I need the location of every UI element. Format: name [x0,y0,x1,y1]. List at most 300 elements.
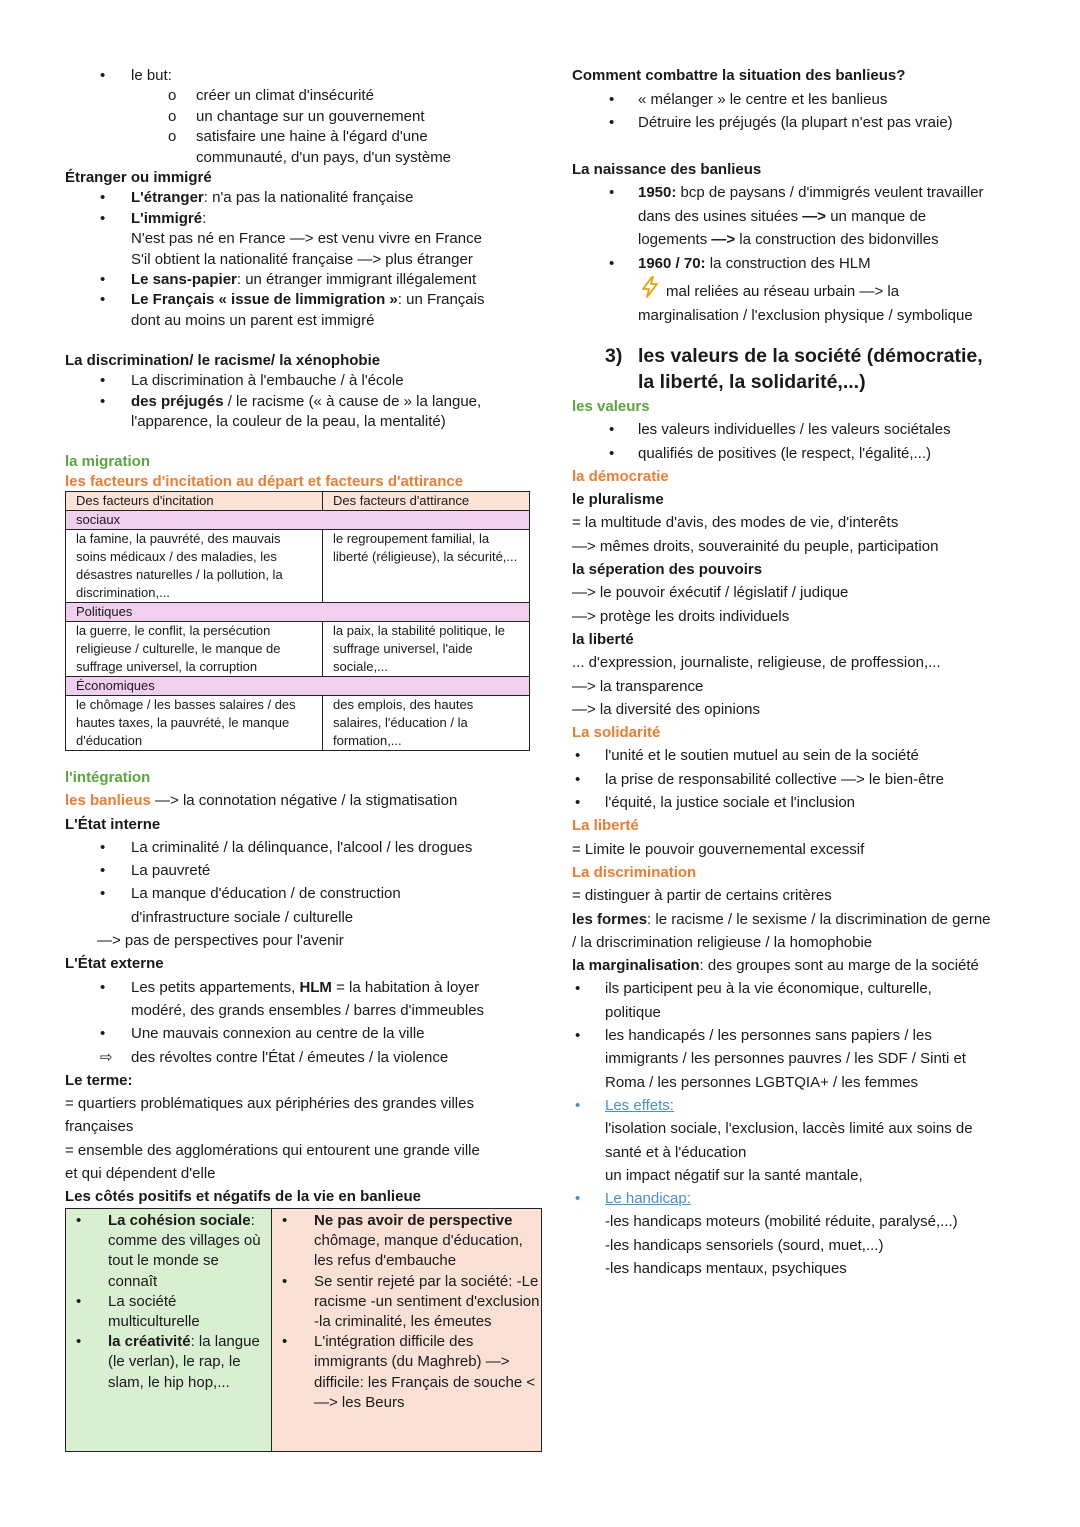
line-text [65,189,413,206]
text: : des groupes sont au marge de la société [699,957,979,975]
line-text [572,255,871,272]
text-line [65,1139,545,1162]
negative-column [272,1209,542,1452]
text: dans des usines situées [638,207,803,225]
line-text [572,631,634,648]
text: = la multitude d'avis, des modes de vie, d'interêts [572,514,899,532]
text: les formes [572,910,648,928]
line-text [65,816,160,833]
left-bottom-section [65,766,545,1209]
line-text [572,980,932,997]
line-text [572,1260,847,1277]
text-line [572,884,1042,907]
line-text [65,1095,474,1112]
line-text [572,91,887,108]
line-text [572,841,864,858]
migration-header [65,452,535,491]
bullet-icon: • [575,980,581,998]
text: immigrants / les personnes pauvres / les SDF / Sinti et [605,1050,966,1068]
text: La manque d'éducation / de construction [131,885,401,903]
list-item [272,1332,541,1413]
text: L'État interne [65,815,161,833]
line-text [572,934,872,951]
text: l'unité et le soutien mutuel au sein de la société [605,747,919,765]
text-line [65,168,540,188]
text: S'il obtient la nationalité française —> plus étranger [131,250,473,268]
bullet-icon: • [100,1025,106,1043]
line-text [572,514,898,531]
bullet-icon: • [575,770,581,788]
bullet-icon: • [609,254,615,272]
text-line [572,304,1042,328]
link[interactable]: Le handicap: [605,1190,691,1208]
text-line [572,88,1042,112]
bullet-icon: • [76,1212,82,1229]
text: La liberté [572,817,639,835]
line-text [572,957,979,974]
line-text [65,413,446,430]
text: mal reliées au réseau urbain —> la [666,282,900,300]
text: ils participent peu à la vie économique, culturelle, [605,980,932,998]
line-text [65,862,210,879]
line-text [65,87,374,104]
text-line [65,148,540,168]
text: des révoltes contre l'État / émeutes / la violence [131,1048,449,1066]
text: : un étranger immigrant illégalement [236,270,477,288]
text-line [572,1001,1042,1024]
item-text: L'intégration difficile des immigrants (du Maghreb) —> difficile: les Français de souche <—> les Beurs [314,1333,536,1411]
text-line [65,952,545,975]
text-line [572,275,1042,304]
header-pull: Des facteurs d'attirance [323,492,530,511]
line-text [65,169,212,186]
line-text [572,1144,746,1161]
text-line [65,1022,545,1045]
text-line [572,1164,1042,1187]
bullet-icon: • [609,114,615,131]
text-line [572,698,1042,721]
text-line [572,581,1042,604]
text-line [65,999,545,1022]
item-bold: La cohésion sociale [108,1212,251,1229]
text: la démocratie [572,467,669,485]
text: la liberté [572,630,634,648]
line-text [65,210,206,227]
text: Les côtés positifs et négatifs de la vie en banlieue [65,1188,421,1206]
text-line [572,511,1042,534]
text: politique [605,1003,661,1021]
bullet-icon: • [282,1272,288,1290]
line-text [65,312,374,329]
text-line [572,465,1042,488]
text: = ensemble des agglomérations qui entourent une grande ville [65,1141,480,1159]
bullet-icon: • [575,794,581,812]
text-line [572,814,1042,837]
text-line [572,158,1042,182]
line-text [572,231,939,248]
line-text [572,307,973,324]
text-line [65,86,540,106]
text-line [572,252,1042,276]
bullet-icon: • [100,209,106,227]
circle-bullet-icon: o [168,87,177,105]
text: le pluralisme [572,491,664,509]
text-line [572,861,1042,884]
table-header-row [66,492,530,511]
bullet-icon: • [100,392,106,410]
text: -les handicaps mentaux, psychiques [605,1259,847,1277]
text-line [65,1162,545,1185]
text: -les handicaps moteurs (mobilité réduite, paralysé,...) [605,1213,958,1231]
text: un chantage sur un gouvernement [196,107,425,125]
text-line [572,418,1042,441]
text: les valeurs [572,398,650,415]
text-line [572,908,1042,931]
text-line [65,371,540,391]
bullet-icon: • [609,444,615,462]
text: les banlieus [65,792,151,810]
text: marginalisation / l'exclusion physique / symbolique [638,307,973,324]
text: les handicapés / les personnes sans papiers / les [605,1027,932,1045]
bullet-icon: • [100,291,106,309]
item-bold: la créativité [108,1333,191,1351]
text-line [572,744,1042,767]
text-line [65,290,540,310]
line-text [572,184,984,201]
line-text [65,291,484,308]
item-text: Se sentir rejeté par la société: -Le racisme -un sentiment d'exclusion -la criminalité, les émeutes [314,1272,540,1331]
text: ... d'expression, journaliste, religieuse, de proffession,... [572,654,941,672]
text: —> le pouvoir éxécutif / législatif / judique [572,584,849,602]
line-text [65,1002,484,1019]
migration-factors-table [65,491,530,751]
bullet-icon: • [100,885,106,903]
line-text [65,1188,421,1205]
text-line [65,1069,545,1092]
line-text [65,352,380,369]
pull-cell: le regroupement familial, la liberté (réligieuse), la sécurité,... [323,530,530,603]
text: Comment combattre la situation des banlieus? [572,67,906,84]
text: et qui dépendent d'elle [65,1165,216,1183]
line-text [572,1074,918,1091]
list-item [66,1211,271,1292]
push-cell: la guerre, le conflit, la persécution religieuse / culturelle, le manque de suffrage universel, la corruption [66,622,323,677]
text-line [572,768,1042,791]
text: satisfaire une haine à l'égard d'une [196,128,428,146]
text: l'apparence, la couleur de la peau, la mentalité) [131,413,446,431]
text-line [572,205,1042,229]
migration-title: la migration [65,453,151,470]
list-item [272,1211,541,1272]
line-text [65,979,479,996]
text: La naissance des banlieus [572,160,762,178]
text: L'étranger [131,189,204,207]
bullet-icon: • [100,67,106,84]
item-text: : comme des villages où tout le monde se connaît [108,1212,261,1290]
text: la marginalisation [572,957,700,975]
text: = quartiers problématiques aux périphéries des grandes villes [65,1095,474,1113]
text-line [65,229,540,249]
values-heading [605,343,1045,395]
text-line [65,250,540,270]
text: La pauvreté [131,862,211,880]
line-text [65,885,401,902]
line-text [572,724,660,741]
text: Roma / les personnes LGBTQIA+ / les femmes [605,1073,919,1091]
text-line [572,558,1042,581]
bullet-icon: • [282,1333,288,1351]
text: La criminalité / la délinquance, l'alcool / les drogues [131,838,473,856]
line-text [65,839,472,856]
text: logements [638,231,712,248]
pull-cell: la paix, la stabilité politique, le suffrage universel, l'aide sociale,... [323,622,530,677]
text: = distinguer à partir de certains critères [572,887,832,905]
text-line [572,1117,1042,1140]
text: La discrimination à l'embauche / à l'école [131,372,404,390]
line-text [65,67,172,84]
line-text [572,114,953,131]
text: des préjugés [131,392,224,410]
line-text [572,445,931,462]
line-text [572,538,938,555]
text-line [572,111,1042,135]
text: Détruire les préjugés (la plupart n'est pas vraie) [638,114,953,131]
line-text [65,230,482,247]
text-line [572,1187,1042,1210]
bullet-icon: • [609,184,615,201]
text: : [202,209,207,227]
text-line [572,442,1042,465]
line-text [572,283,899,300]
line-text [572,1167,863,1184]
text: un manque de [826,207,927,225]
heading-line-1: les valeurs de la société (démocratie, [638,345,983,367]
text-line [572,1047,1042,1070]
text-line [65,813,545,836]
text-line [572,721,1042,744]
text-line [65,789,545,812]
text-line [572,1234,1042,1257]
text-line [65,1092,545,1115]
text-line [65,412,540,432]
text-line [65,1115,545,1138]
line-text [572,67,905,84]
text-line [572,181,1042,205]
item-bold: Ne pas avoir de perspective [314,1212,513,1229]
text: créer un climat d'insécurité [196,87,374,105]
text: qualifiés de positives (le respect, l'égalité,...) [638,444,932,462]
bullet-icon: • [282,1212,288,1229]
line-text [65,128,428,145]
line-text [65,1165,216,1182]
text: —> pas de perspectives pour l'avenir [97,932,344,950]
text: —> la transparence [572,677,704,695]
category-row: Politiques [66,603,530,622]
line-text [572,608,789,625]
text: = Limite le pouvoir gouvernemental excessif [572,840,865,858]
item-text: chômage, manque d'éducation, les refus d'embauche [314,1232,523,1270]
line-text [572,398,650,415]
text: Le sans-papier [131,270,237,288]
text: : le racisme / le sexisme / la discrimination de gerne [647,910,991,928]
category-row: Économiques [66,677,530,696]
line-text [572,747,919,764]
line-text [65,1049,448,1066]
bullet-icon: • [100,270,106,288]
text-line [65,127,540,147]
line-text [65,372,404,389]
text-line [65,766,545,789]
text-line [572,791,1042,814]
text: -les handicaps sensoriels (sourd, muet,...) [605,1236,884,1254]
text-line [572,954,1042,977]
text: le but: [131,67,172,84]
text: Les petits appartements, [131,978,300,996]
text: « mélanger » le centre et les banlieus [638,90,888,108]
line-text [572,208,926,225]
text-line [65,836,545,859]
text-line [65,906,545,929]
bullet-icon: • [100,862,106,880]
text-line [572,1024,1042,1047]
text: Le terme: [65,1071,133,1089]
line-text [65,792,457,809]
heading-line-2: la liberté, la solidarité,...) [638,371,866,393]
bullet-icon: • [100,838,106,856]
line-text [572,864,696,881]
text-line [65,1185,545,1208]
text-line [65,392,540,412]
text: —> la connotation négative / la stigmatisation [150,792,458,810]
text: l'intégration [65,769,151,786]
link[interactable]: Les effets: [605,1096,674,1114]
text: L'État externe [65,955,164,973]
line-text [65,393,481,410]
text: d'infrastructure sociale / culturelle [131,908,354,926]
text: les valeurs individuelles / les valeurs sociétales [638,421,951,439]
text-line [65,66,540,86]
push-cell: le chômage / les basses salaires / des hautes taxes, la pauvrété, le manque d'éducation [66,696,323,751]
category-row: sociaux [66,511,530,530]
text-line [572,1210,1042,1233]
line-text [572,1004,661,1021]
text-line [572,488,1042,511]
line-text [572,1050,966,1067]
text: / le racisme (« à cause de » la langue, [223,392,482,410]
line-text [572,468,669,485]
list-item [66,1332,271,1393]
line-text [572,887,832,904]
text: la prise de responsabilité collective —> le bien-être [605,770,944,788]
line-text [65,271,476,288]
text: l'isolation sociale, l'exclusion, laccès limité aux soins de [605,1120,973,1138]
line-text [572,1190,691,1207]
text: N'est pas né en France —> est venu vivre en France [131,230,482,248]
text-line [65,882,545,905]
line-text [65,932,344,949]
text-line [65,311,540,331]
text-line [572,651,1042,674]
text: Une mauvais connexion au centre de la ville [131,1025,425,1043]
text: la construction des HLM [705,254,871,272]
text-line [65,351,540,371]
line-text [572,491,664,508]
line-text [572,911,991,928]
line-text [65,1142,480,1159]
bullet-icon: • [609,421,615,439]
text: un impact négatif sur la santé mantale, [605,1166,863,1184]
text: : n'a pas la nationalité française [203,189,414,207]
arrow-bullet-icon: ⇨ [100,1048,113,1066]
bullet-icon: • [100,189,106,207]
bullet-icon: • [100,372,106,390]
text: françaises [65,1118,134,1136]
text-line [572,228,1042,252]
text: L'immigré [131,209,203,227]
text-line [572,1257,1042,1280]
text-line [572,535,1042,558]
text-line [65,107,540,127]
bullet-icon: • [100,978,106,996]
line-text [65,909,353,926]
line-text [572,421,951,438]
list-item [272,1272,541,1333]
bullet-icon: • [609,90,615,108]
bullet-icon: • [575,1096,581,1114]
text: communauté, d'un pays, d'un système [196,148,452,166]
right-bottom-section [572,395,1042,1280]
push-cell: la famine, la pauvrété, des mauvais soins médicaux / des maladies, les désastres naturelles / la pollution, la discrimination,... [66,530,323,603]
pull-cell: des emplois, des hautes salaires, l'éducation / la formation,... [323,696,530,751]
text: Étranger ou immigré [65,168,212,186]
text: = la habitation à loyer [331,978,480,996]
text: —> mêmes droits, souverainité du peuple, participation [572,537,939,555]
list-item [66,1292,271,1332]
line-text [572,1237,883,1254]
bullet-icon: • [575,1190,581,1208]
text-line [572,628,1042,651]
text-line [572,1094,1042,1117]
header-push: Des facteurs d'incitation [66,492,323,511]
item-text: La société multiculturelle [108,1292,200,1331]
text-line [572,1071,1042,1094]
text: —> [802,207,827,225]
line-text [572,1213,958,1230]
line-text [572,817,639,834]
text-line [572,977,1042,1000]
text-line [65,209,540,229]
text-line [65,270,540,290]
text: l'équité, la justice sociale et l'inclusion [605,794,856,812]
text-line [572,395,1042,418]
text-line [572,64,1042,88]
pros-cons-table [65,1208,542,1452]
text: —> [711,231,736,248]
text: bcp de paysans / d'immigrés veulent travailler [676,184,984,201]
line-text [572,561,762,578]
text-line [572,1141,1042,1164]
text-line [65,1046,545,1069]
text: La discrimination/ le racisme/ la xénophobie [65,352,381,370]
line-text [572,1097,674,1114]
bullet-icon: • [575,747,581,765]
line-text [572,584,848,601]
line-text [572,161,761,178]
text: 1950: [638,184,677,201]
bullet-icon: • [76,1333,82,1351]
line-text [572,654,941,671]
text: la construction des bidonvilles [735,231,939,248]
